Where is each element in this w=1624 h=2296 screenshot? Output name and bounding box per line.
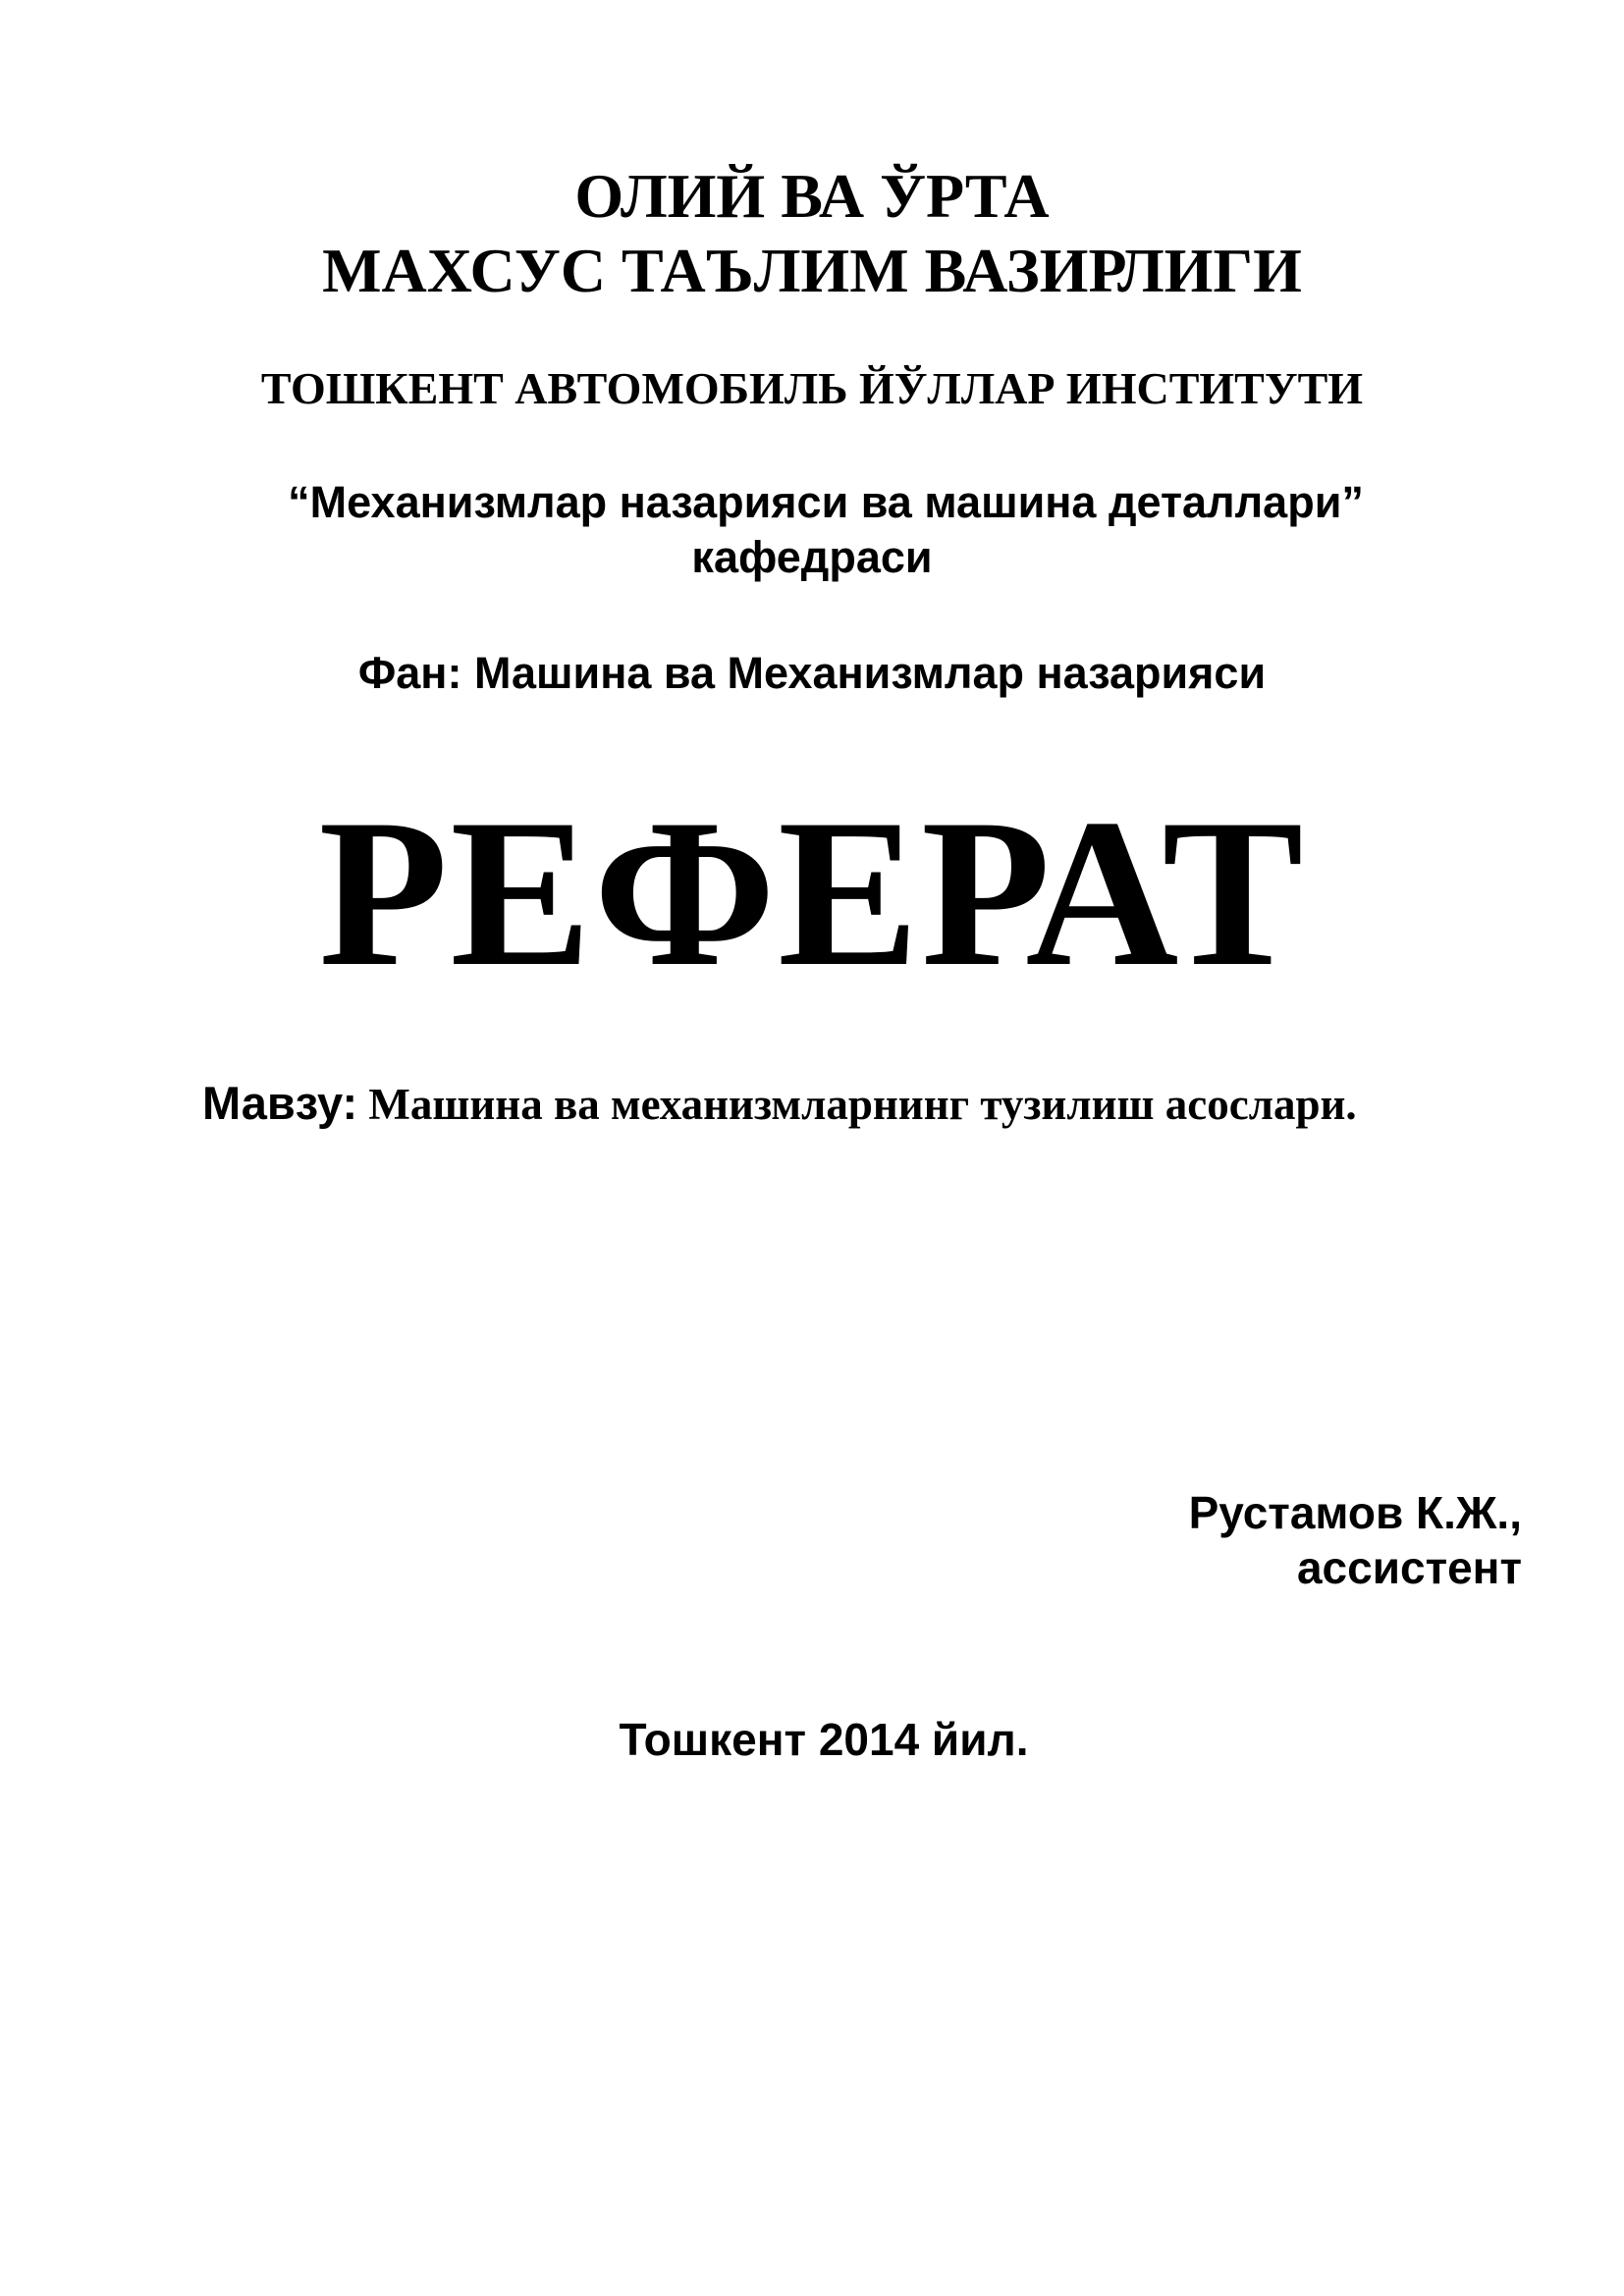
- ministry-title-line-1: ОЛИЙ ВА ЎРТА: [574, 161, 1050, 231]
- department-name-line-2: кафедраси: [691, 532, 933, 582]
- document-title: РЕФЕРАТ: [318, 775, 1306, 1010]
- topic-label: Мавзу:: [202, 1077, 358, 1129]
- subject-line: Фан: Машина ва Механизмлар назарияси: [357, 648, 1267, 698]
- topic-text: Машина ва механизмларнинг тузилиш асослари.: [368, 1080, 1357, 1129]
- city-year-footer: Тошкент 2014 йил.: [619, 1714, 1029, 1765]
- ministry-title-line-2: МАХСУС ТАЪЛИМ ВАЗИРЛИГИ: [322, 236, 1302, 305]
- author-block: [1189, 1485, 1522, 1595]
- topic-line: [202, 1076, 1357, 1132]
- department-name-line-1: “Механизмлар назарияси ва машина деталлари”: [288, 477, 1364, 527]
- author-position: ассистент: [1296, 1542, 1522, 1593]
- author-name: Рустамов К.Ж.,: [1188, 1487, 1522, 1538]
- institute-name: ТОШКЕНТ АВТОМОБИЛЬ ЙЎЛЛАР ИНСТИТУТИ: [260, 363, 1364, 413]
